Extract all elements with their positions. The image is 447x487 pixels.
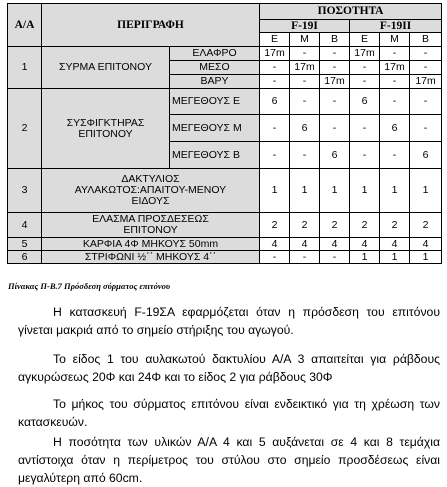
cell: 17m: [410, 75, 442, 89]
row-description: ΣΥΣΦΙΓΚΤΗΡΑΣ ΕΠΙΤΟΝΟΥ: [42, 89, 170, 169]
cell: 6: [290, 115, 320, 142]
cell: 1: [380, 169, 410, 213]
cell: -: [380, 47, 410, 61]
cell: 4: [260, 238, 290, 251]
table-caption: Πίνακας Π-Β.7 Πρόσδεση σύρματος επιτόνου: [8, 281, 170, 291]
sub-label: ΒΑΡΥ: [170, 75, 260, 89]
cell: -: [380, 89, 410, 115]
cell: 17m: [320, 75, 350, 89]
sub-label: ΜΕΓΕΘΟΥΣ Ε: [170, 89, 260, 115]
header-sub-b: Β: [410, 33, 442, 47]
cell: 2: [380, 213, 410, 238]
cell: 1: [410, 251, 442, 264]
row-description: ΔΑΚΤΥΛΙΟΣ ΑΥΛΑΚΩΤΟΣ:ΑΠΑΙΤΟΥ-ΜΕΝΟΥ ΕΙΔΟΥΣ: [42, 169, 260, 213]
cell: -: [410, 89, 442, 115]
cell: 2: [290, 213, 320, 238]
header-group-f19i: F-19Ι: [260, 20, 350, 33]
cell: -: [260, 251, 290, 264]
cell: 1: [380, 251, 410, 264]
cell: -: [260, 142, 290, 169]
row-aa: 5: [8, 238, 42, 251]
paragraph: Το μήκος του σύρματος επιτόνου είναι ενδεικτικό για τη χρέωση των κατασκευών.: [18, 397, 440, 429]
cell: -: [320, 61, 350, 75]
header-aa: Α/Α: [8, 4, 42, 47]
row-aa: 3: [8, 169, 42, 213]
cell: -: [320, 89, 350, 115]
cell: 1: [350, 169, 380, 213]
cell: 17m: [290, 61, 320, 75]
cell: 1: [410, 169, 442, 213]
sub-label: ΜΕΣΟ: [170, 61, 260, 75]
paragraph: Η ποσότητα των υλικών Α/Α 4 και 5 αυξάνεται σε 4 και 8 τεμάχια αντίστοιχα όταν η περίμετρος του στύλου στο σημείο προσδέσεως είναι μεγαλύτερη από 60cm.: [18, 435, 440, 485]
row-description: ΣΤΡΙΦΩΝΙ ½΄΄ ΜΗΚΟΥΣ 4΄΄: [42, 251, 260, 264]
row-description: ΕΛΑΣΜΑ ΠΡΟΣΔΕΣΕΩΣ ΕΠΙΤΟΝΟΥ: [42, 213, 260, 238]
cell: -: [260, 61, 290, 75]
cell: -: [290, 251, 320, 264]
cell: 6: [260, 89, 290, 115]
cell: -: [410, 115, 442, 142]
cell: 2: [410, 213, 442, 238]
header-quantity: ΠΟΣΟΤΗΤΑ: [260, 4, 442, 20]
cell: -: [290, 75, 320, 89]
header-sub-m: Μ: [290, 33, 320, 47]
cell: -: [320, 251, 350, 264]
cell: 6: [350, 89, 380, 115]
row-description: ΣΥΡΜΑ ΕΠΙΤΟΝΟΥ: [42, 47, 170, 89]
cell: 6: [410, 142, 442, 169]
cell: 17m: [380, 61, 410, 75]
cell: -: [320, 115, 350, 142]
cell: -: [290, 89, 320, 115]
cell: 6: [380, 115, 410, 142]
cell: 1: [260, 169, 290, 213]
cell: 2: [350, 213, 380, 238]
cell: 17m: [260, 47, 290, 61]
cell: -: [380, 142, 410, 169]
sub-label: ΜΕΓΕΘΟΥΣ Β: [170, 142, 260, 169]
cell: 4: [320, 238, 350, 251]
cell: -: [350, 115, 380, 142]
row-aa: 6: [8, 251, 42, 264]
header-sub-b: Β: [320, 33, 350, 47]
cell: -: [290, 47, 320, 61]
cell: -: [350, 61, 380, 75]
cell: -: [260, 75, 290, 89]
header-description: ΠΕΡΙΓΡΑΦΗ: [42, 4, 260, 47]
cell: -: [260, 115, 290, 142]
row-aa: 4: [8, 213, 42, 238]
paragraph: Το είδος 1 του αυλακωτού δακτυλίου Α/Α 3 απαιτείται για ράβδους αγκυρώσεως 20Φ και 24Φ και το είδος 2 για ράβδους 30Φ: [18, 352, 440, 384]
cell: 1: [320, 169, 350, 213]
cell: 4: [350, 238, 380, 251]
header-sub-m: Μ: [380, 33, 410, 47]
cell: 4: [290, 238, 320, 251]
quantity-table: [7, 3, 442, 264]
sub-label: ΜΕΓΕΘΟΥΣ Μ: [170, 115, 260, 142]
row-aa: 1: [8, 47, 42, 89]
header-sub-e: Ε: [260, 33, 290, 47]
cell: -: [380, 75, 410, 89]
sub-label: ΕΛΑΦΡΟ: [170, 47, 260, 61]
paragraph: Η κατασκευή F-19ΣΑ εφαρμόζεται όταν η πρόσδεση του επιτόνου γίνεται μακριά από το σημείο στήριξης του αγωγού.: [18, 305, 440, 337]
cell: 17m: [350, 47, 380, 61]
cell: -: [320, 47, 350, 61]
cell: 6: [320, 142, 350, 169]
cell: 2: [320, 213, 350, 238]
cell: -: [350, 142, 380, 169]
row-aa: 2: [8, 89, 42, 169]
cell: 4: [410, 238, 442, 251]
cell: -: [410, 47, 442, 61]
cell: -: [410, 61, 442, 75]
cell: -: [290, 142, 320, 169]
cell: 2: [260, 213, 290, 238]
header-group-f19ii: F-19ΙΙ: [350, 20, 442, 33]
cell: 4: [380, 238, 410, 251]
cell: 1: [350, 251, 380, 264]
header-sub-e: Ε: [350, 33, 380, 47]
cell: -: [350, 75, 380, 89]
cell: 1: [290, 169, 320, 213]
row-description: ΚΑΡΦΙΑ 4Φ ΜΗΚΟΥΣ 50mm: [42, 238, 260, 251]
